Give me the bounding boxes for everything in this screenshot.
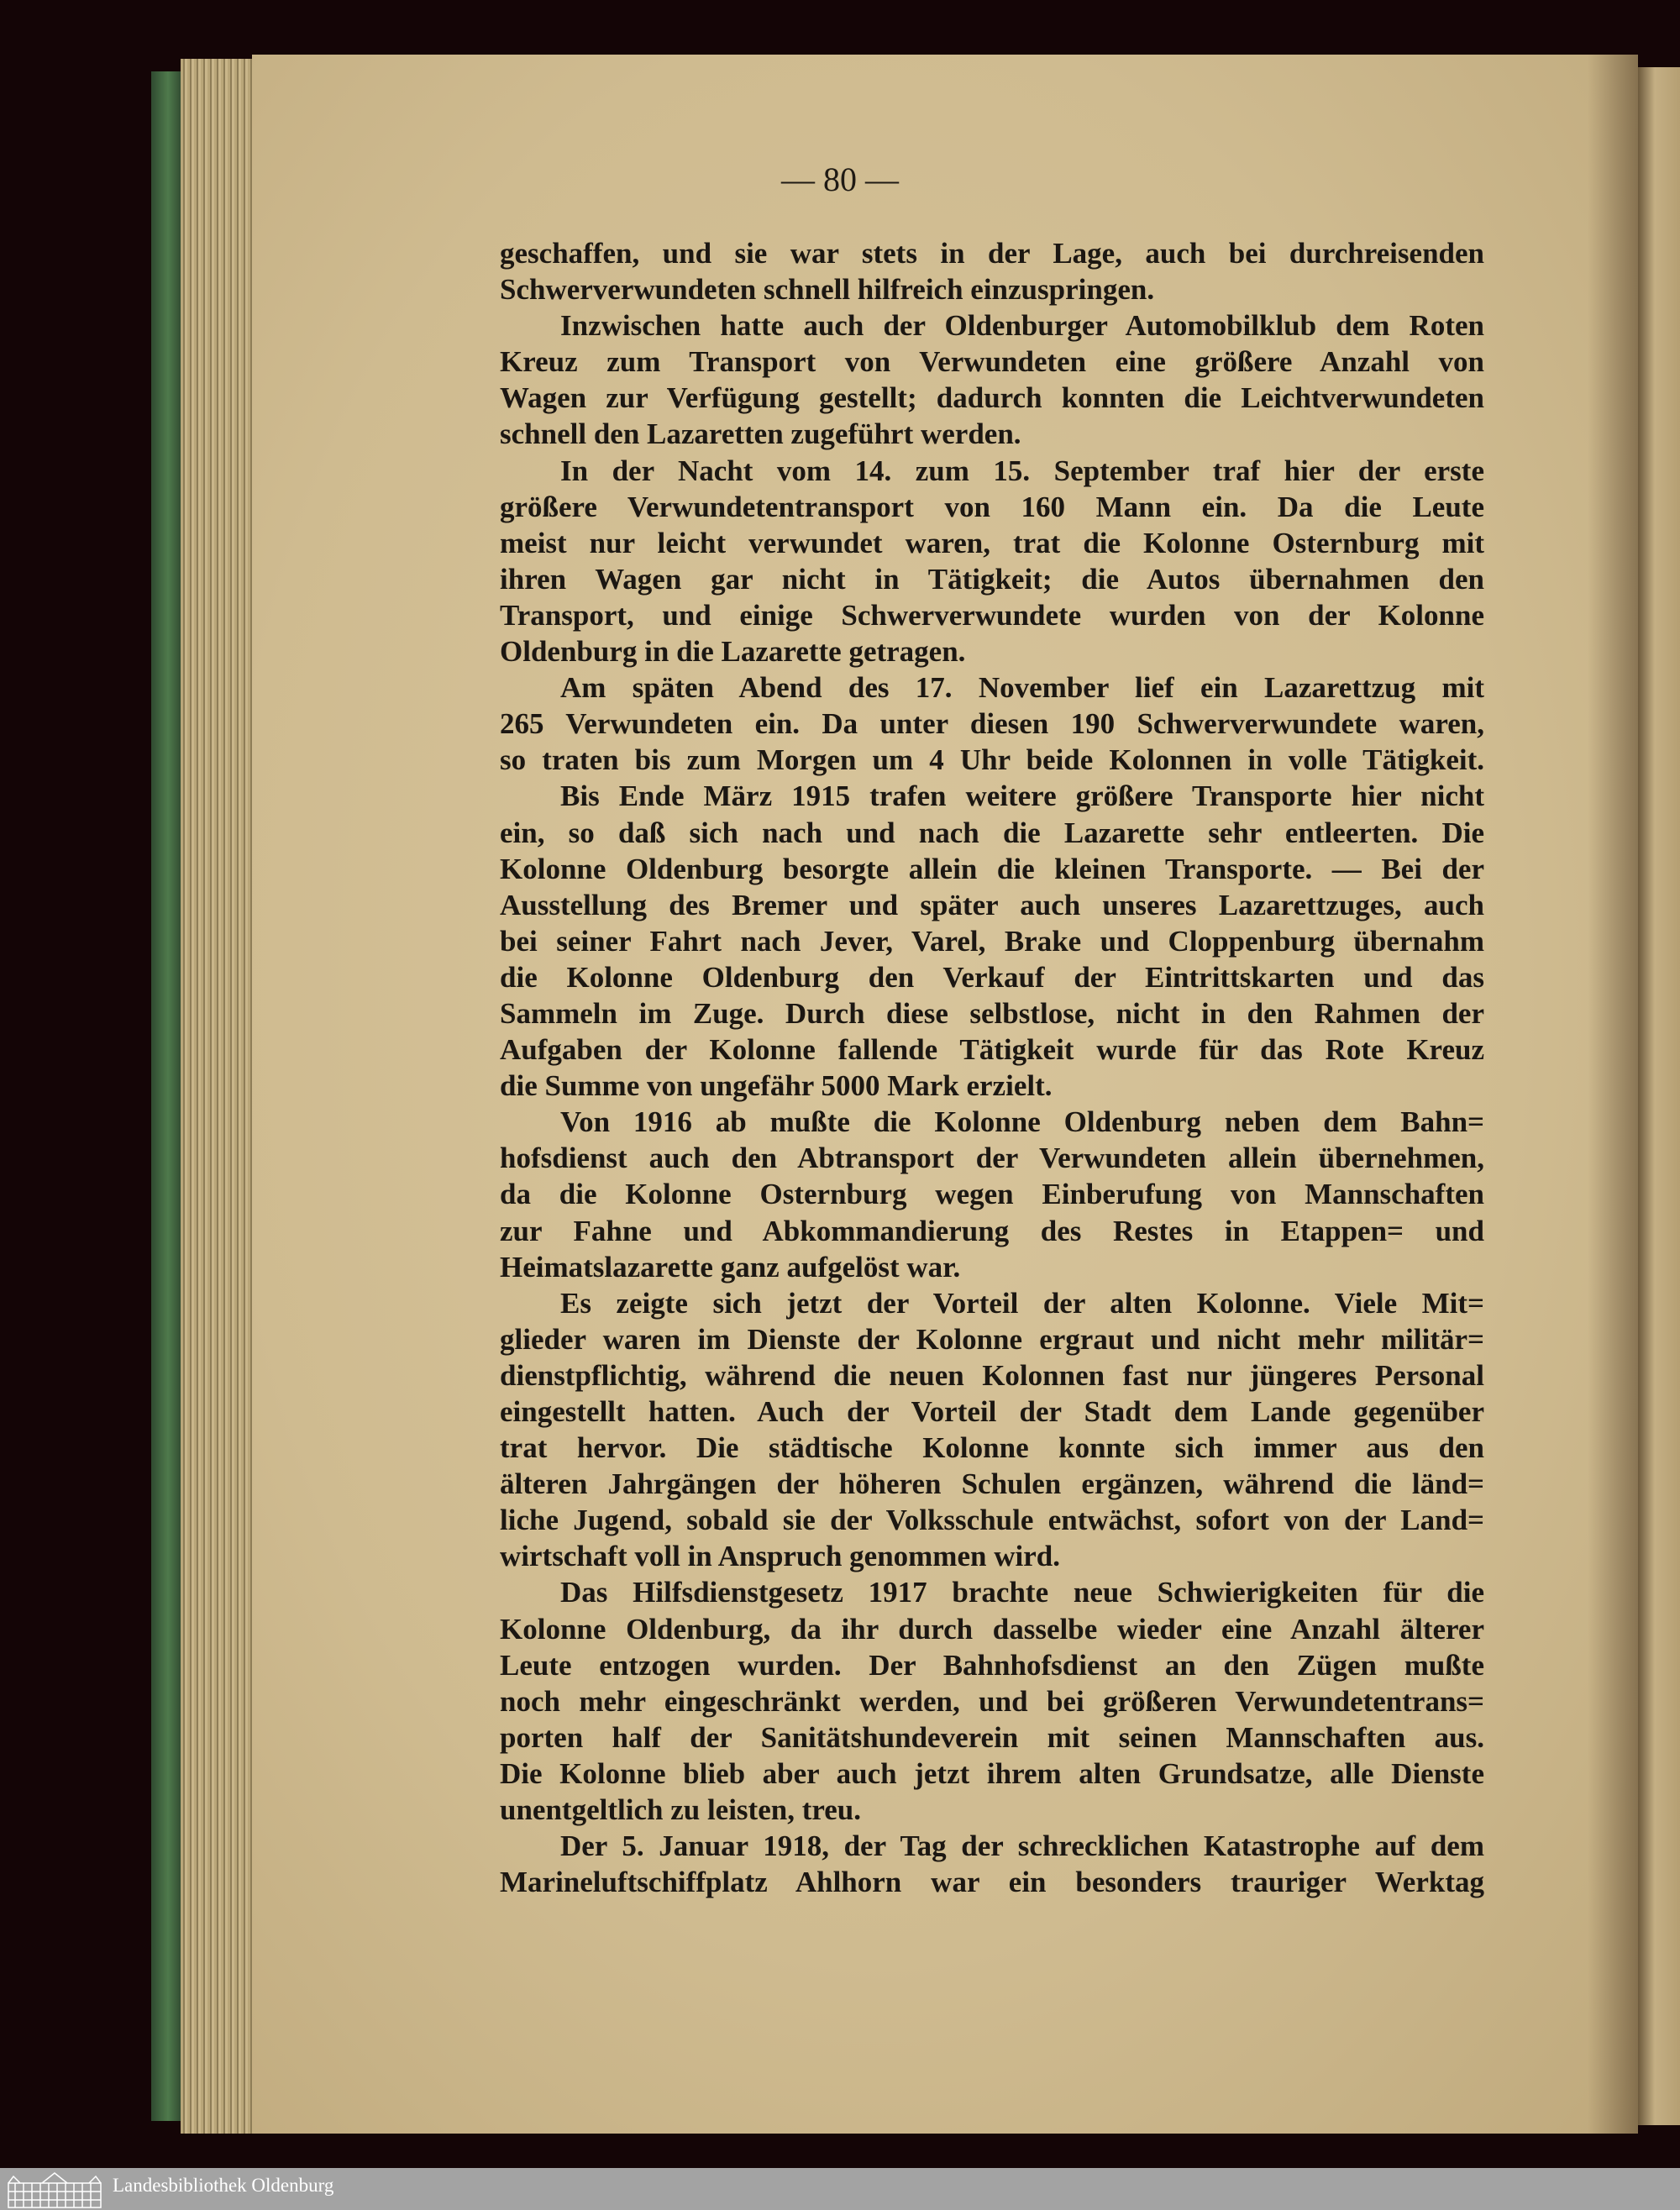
text-line: Schwerverwundeten schnell hilfreich einzuspringen. (500, 273, 1155, 307)
page-gutter-shadow (1588, 55, 1638, 2134)
text-line: In der Nacht vom 14. zum 15. September traf hier der erste (560, 454, 1484, 487)
text-line: dienstpflichtig, während die neuen Kolonnen fast nur jüngeres Personal (500, 1358, 1484, 1392)
text-line: Bis Ende März 1915 trafen weitere größere Transporte hier nicht (560, 780, 1484, 813)
text-line: Die Kolonne blieb aber auch jetzt ihrem alten Grundsatze, alle Dienste (500, 1756, 1484, 1790)
library-name: Landesbibliothek Oldenburg (113, 2175, 334, 2196)
text-line: 265 Verwundeten ein. Da unter diesen 190 Schwerverwundete waren, (500, 707, 1484, 741)
text-line: Am späten Abend des 17. November lief ein Lazarettzug mit (560, 671, 1484, 705)
text-line: älteren Jahrgängen der höheren Schulen ergänzen, während die länd= (500, 1467, 1484, 1501)
text-line: hofsdienst auch den Abtransport der Verwundeten allein übernehmen, (500, 1142, 1484, 1175)
text-line: so traten bis zum Morgen um 4 Uhr beide Kolonnen in volle Tätigkeit. (500, 743, 1484, 777)
text-line: Oldenburg in die Lazarette getragen. (500, 635, 966, 669)
text-line: Von 1916 ab mußte die Kolonne Oldenburg neben dem Bahn= (560, 1105, 1484, 1139)
text-line: zur Fahne und Abkommandierung des Restes in Etappen= und (500, 1214, 1484, 1247)
library-building-logo (7, 2171, 102, 2208)
text-line: Das Hilfsdienstgesetz 1917 brachte neue Schwierigkeiten für die (560, 1576, 1484, 1609)
text-line: Sammeln im Zuge. Durch diese selbstlose, nicht in den Rahmen der (500, 996, 1484, 1030)
text-line: Ausstellung des Bremer und später auch unseres Lazarettzuges, auch (500, 888, 1484, 921)
text-line: die Kolonne Oldenburg den Verkauf der Eintrittskarten und das (500, 960, 1484, 994)
text-line: Heimatslazarette ganz aufgelöst war. (500, 1250, 961, 1283)
text-line: glieder waren im Dienste der Kolonne ergraut und nicht mehr militär= (500, 1322, 1484, 1356)
text-line: Leute entzogen wurden. Der Bahnhofsdienst an den Zügen mußte (500, 1648, 1484, 1682)
text-line: Kolonne Oldenburg besorgte allein die kleinen Transporte. — Bei der (500, 852, 1484, 885)
text-line: meist nur leicht verwundet waren, trat die Kolonne Osternburg mit (500, 526, 1484, 559)
text-line: liche Jugend, sobald sie der Volksschule entwächst, sofort von der Land= (500, 1504, 1484, 1537)
footer-bar (0, 2168, 1680, 2210)
text-line: bei seiner Fahrt nach Jever, Varel, Brake und Cloppenburg übernahm (500, 924, 1484, 958)
text-line: unentgeltlich zu leisten, treu. (500, 1793, 862, 1827)
book-cover-edge (151, 71, 185, 2121)
text-line: größere Verwundetentransport von 160 Mann ein. Da die Leute (500, 490, 1484, 523)
text-line: wirtschaft voll in Anspruch genommen wird. (500, 1540, 1060, 1573)
text-line: ein, so daß sich nach und nach die Lazarette sehr entleerten. Die (500, 816, 1484, 849)
text-line: noch mehr eingeschränkt werden, und bei größeren Verwundetentrans= (500, 1684, 1484, 1718)
text-line: Es zeigte sich jetzt der Vorteil der alten Kolonne. Viele Mit= (560, 1286, 1484, 1320)
text-line: Inzwischen hatte auch der Oldenburger Automobilklub dem Roten (560, 309, 1484, 343)
text-line: schnell den Lazaretten zugeführt werden. (500, 417, 1021, 451)
text-line: geschaffen, und sie war stets in der Lage, auch bei durchreisenden (500, 237, 1484, 270)
facing-page-edge (1638, 67, 1680, 2125)
body-text (500, 235, 1484, 1900)
text-line: eingestellt hatten. Auch der Vorteil der Stadt dem Lande gegenüber (500, 1395, 1484, 1428)
text-line: da die Kolonne Osternburg wegen Einberufung von Mannschaften (500, 1178, 1484, 1211)
text-line: Aufgaben der Kolonne fallende Tätigkeit wurde für das Rote Kreuz (500, 1033, 1484, 1067)
text-line: trat hervor. Die städtische Kolonne konnte sich immer aus den (500, 1431, 1484, 1465)
page-number: — 80 — (781, 160, 899, 198)
text-line: ihren Wagen gar nicht in Tätigkeit; die Autos übernahmen den (500, 562, 1484, 596)
text-line: Marineluftschiffplatz Ahlhorn war ein besonders trauriger Werktag (500, 1866, 1484, 1899)
text-line: die Summe von ungefähr 5000 Mark erzielt. (500, 1069, 1053, 1103)
text-line: porten half der Sanitätshundeverein mit seinen Mannschaften aus. (500, 1720, 1484, 1754)
text-line: Kreuz zum Transport von Verwundeten eine größere Anzahl von (500, 345, 1484, 379)
text-line: Transport, und einige Schwerverwundete wurden von der Kolonne (500, 598, 1484, 632)
text-line: Der 5. Januar 1918, der Tag der schrecklichen Katastrophe auf dem (560, 1829, 1484, 1863)
text-line: Kolonne Oldenburg, da ihr durch dasselbe wieder eine Anzahl älterer (500, 1612, 1484, 1646)
text-line: Wagen zur Verfügung gestellt; dadurch konnten die Leichtverwundeten (500, 381, 1484, 415)
